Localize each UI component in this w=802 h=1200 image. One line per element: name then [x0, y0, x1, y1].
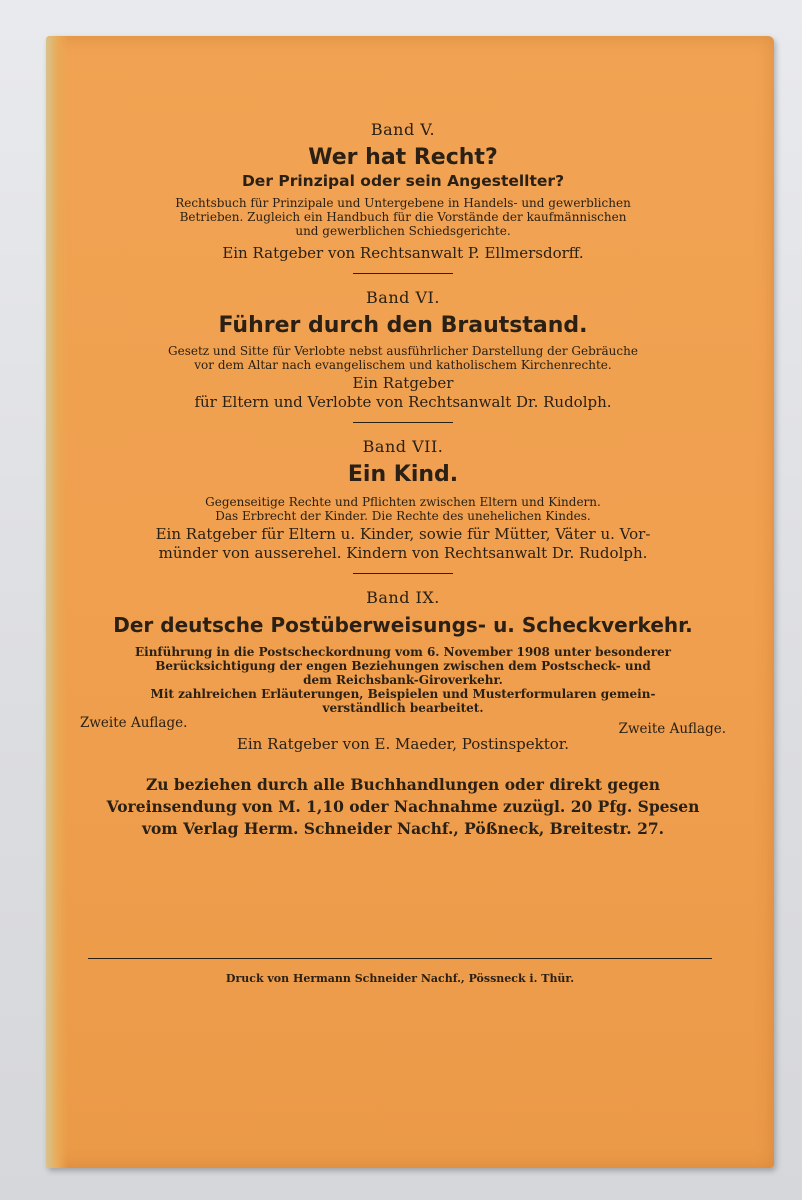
order-line: Voreinsendung von M. 1,10 oder Nachnahme zuzügl. 20 Pfg. Spesen — [106, 797, 700, 816]
band-5-label: Band V. — [370, 120, 436, 139]
band-6-author-line: Ein Ratgeber — [352, 374, 454, 392]
band-7-author-line: münder von ausserehel. Kindern von Rechtsanwalt Dr. Rudolph. — [158, 544, 648, 562]
band-6-description-line: Gesetz und Sitte für Verlobte nebst ausführlicher Darstellung der Gebräuche — [168, 344, 638, 358]
band-7-author-line: Ein Ratgeber für Eltern u. Kinder, sowie für Mütter, Väter u. Vor- — [155, 525, 651, 543]
separator — [353, 422, 453, 423]
band-7-label: Band VII. — [362, 437, 444, 456]
band-9-label: Band IX. — [366, 588, 440, 607]
band-9-edition-right: Zweite Auflage. — [618, 721, 726, 737]
band-6-title: Führer durch den Brautstand. — [218, 313, 588, 338]
band-5-description-line: und gewerblichen Schiedsgerichte. — [295, 224, 511, 238]
band-5-entry — [78, 120, 728, 263]
band-9-title: Der deutsche Postüberweisungs- u. Scheckverkehr. — [113, 613, 693, 637]
band-6-description-line: vor dem Altar nach evangelischem und katholischem Kirchenrechte. — [194, 358, 612, 372]
band-5-title: Wer hat Recht? — [308, 145, 498, 170]
separator — [353, 273, 453, 274]
book-list — [78, 120, 728, 840]
band-6-author-line: für Eltern und Verlobte von Rechtsanwalt Dr. Rudolph. — [194, 393, 612, 411]
band-9-edition-row — [78, 715, 728, 737]
band-6-label: Band VI. — [366, 288, 440, 307]
separator — [353, 573, 453, 574]
band-6-entry — [78, 288, 728, 412]
band-7-description-line: Gegenseitige Rechte und Pflichten zwischen Eltern und Kindern. — [205, 495, 601, 509]
order-info — [78, 774, 728, 840]
cover-edge — [46, 36, 68, 1168]
band-5-description-line: Rechtsbuch für Prinzipale und Untergebene in Handels- und gewerblichen — [175, 196, 631, 210]
band-9-description-line: verständlich bearbeitet. — [322, 701, 484, 715]
band-7-title: Ein Kind. — [347, 462, 459, 487]
band-9-description-line: dem Reichsbank-Giroverkehr. — [303, 673, 503, 687]
band-9-author: Ein Ratgeber von E. Maeder, Postinspektor. — [236, 735, 570, 753]
order-line: Zu beziehen durch alle Buchhandlungen oder direkt gegen — [145, 775, 661, 794]
band-5-subtitle: Der Prinzipal oder sein Angestellter? — [241, 172, 565, 190]
band-5-author: Ein Ratgeber von Rechtsanwalt P. Ellmersdorff. — [222, 244, 584, 262]
printer-imprint: Druck von Hermann Schneider Nachf., Pössneck i. Thür. — [225, 972, 575, 985]
band-5-description-line: Betrieben. Zugleich ein Handbuch für die Vorstände der kaufmännischen — [179, 210, 627, 224]
band-9-edition-left: Zweite Auflage. — [80, 715, 188, 731]
band-9-description-line: Mit zahlreichen Erläuterungen, Beispielen und Musterformularen gemein- — [150, 687, 656, 701]
band-7-description-line: Das Erbrecht der Kinder. Die Rechte des unehelichen Kindes. — [215, 509, 591, 523]
band-9-description-line: Einführung in die Postscheckordnung vom 6. November 1908 unter besonderer — [135, 645, 671, 659]
order-line: vom Verlag Herm. Schneider Nachf., Pößneck, Breitestr. 27. — [141, 819, 665, 838]
footer-rule — [88, 958, 712, 959]
band-9-description-line: Berücksichtigung der engen Beziehungen zwischen dem Postscheck- und — [155, 659, 651, 673]
band-7-entry — [78, 437, 728, 563]
band-9-entry — [78, 588, 728, 754]
